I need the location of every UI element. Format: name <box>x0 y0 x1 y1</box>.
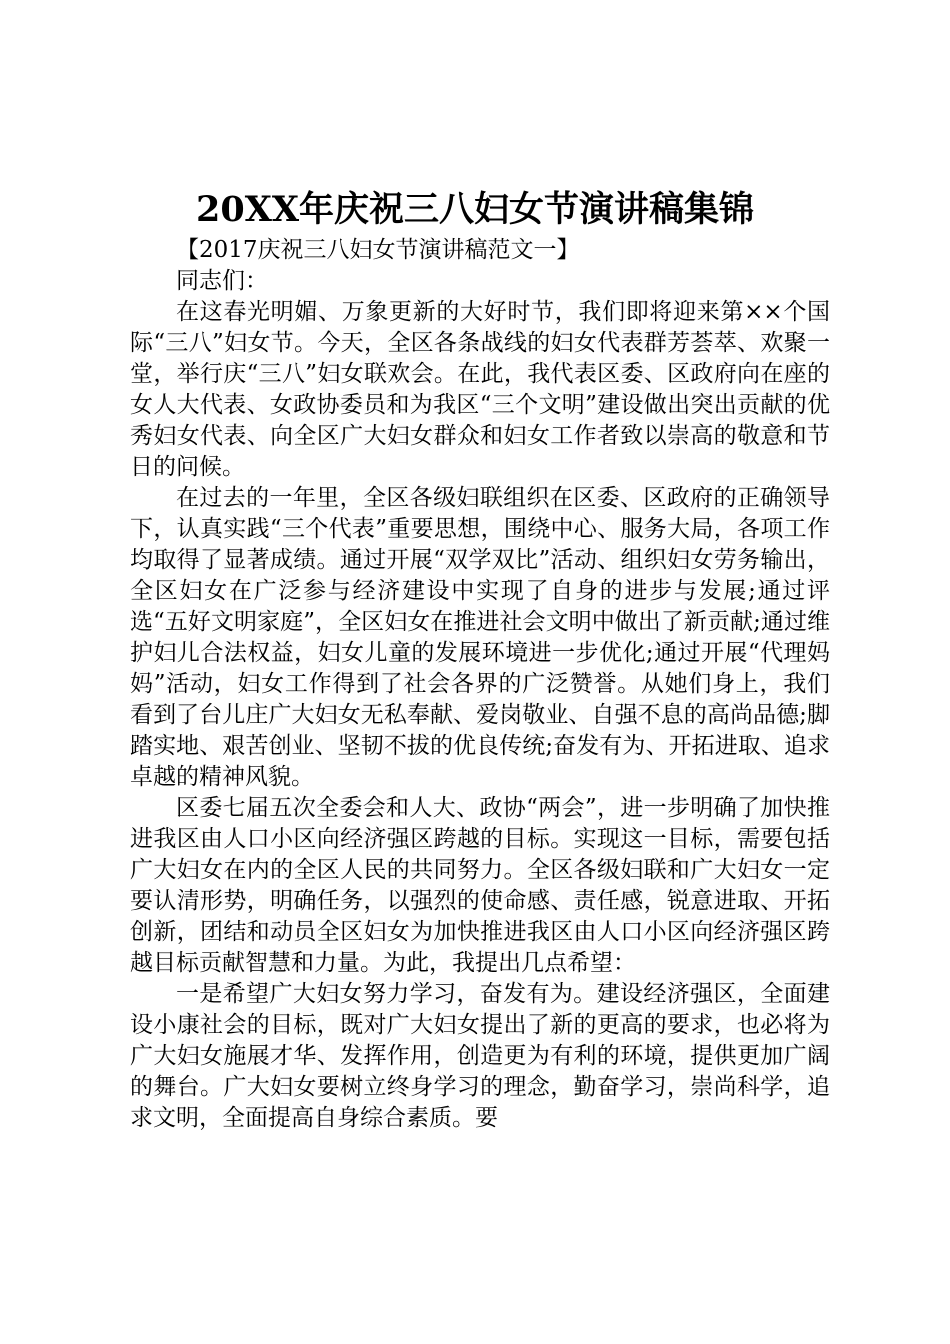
document-body <box>130 235 830 1134</box>
paragraph: 区委七届五次全委会和人大、政协“两会”，进一步明确了加快推进我区由人口小区向经济强区跨越的目标。实现这一目标，需要包括广大妇女在内的全区人民的共同努力。全区各级妇联和广大妇女一定要认清形势，明确任务，以强烈的使命感、责任感，锐意进取、开拓创新，团结和动员全区妇女为加快推进我区由人口小区向经济强区跨越目标贡献智慧和力量。为此，我提出几点希望： <box>130 795 830 976</box>
section-heading: 【2017庆祝三八妇女节演讲稿范文一】 <box>176 237 580 263</box>
salutation: 同志们： <box>176 268 268 294</box>
document-title: 20XX年庆祝三八妇女节演讲稿集锦 <box>195 189 755 230</box>
paragraph: 一是希望广大妇女努力学习，奋发有为。建设经济强区，全面建设小康社会的目标，既对广大妇女提出了新的更高的要求，也必将为广大妇女施展才华、发挥作用，创造更为有利的环境，提供更加广阔的舞台。广大妇女要树立终身学习的理念，勤奋学习，崇尚科学，追求文明，全面提高自身综合素质。要 <box>130 981 830 1131</box>
paragraph: 在过去的一年里，全区各级妇联组织在区委、区政府的正确领导下，认真实践“三个代表”重要思想，围绕中心、服务大局，各项工作均取得了显著成绩。通过开展“双学双比”活动、组织妇女劳务输出，全区妇女在广泛参与经济建设中实现了自身的进步与发展;通过评选“五好文明家庭”，全区妇女在推进社会文明中做出了新贡献;通过维护妇儿合法权益，妇女儿童的发展环境进一步优化;通过开展“代理妈妈”活动，妇女工作得到了社会各界的广泛赞誉。从她们身上，我们看到了台儿庄广大妇女无私奉献、爱岗敬业、自强不息的高尚品德;脚踏实地、艰苦创业、坚韧不拔的优良传统;奋发有为、开拓进取、追求卓越的精神风貌。 <box>130 485 830 790</box>
paragraph: 在这春光明媚、万象更新的大好时节，我们即将迎来第××个国际“三八”妇女节。今天，全区各条战线的妇女代表群芳荟萃、欢聚一堂，举行庆“三八”妇女联欢会。在此，我代表区委、区政府向在座的女人大代表、女政协委员和为我区“三个文明”建设做出突出贡献的优秀妇女代表、向全区广大妇女群众和妇女工作者致以崇高的敬意和节日的问候。 <box>130 299 830 480</box>
